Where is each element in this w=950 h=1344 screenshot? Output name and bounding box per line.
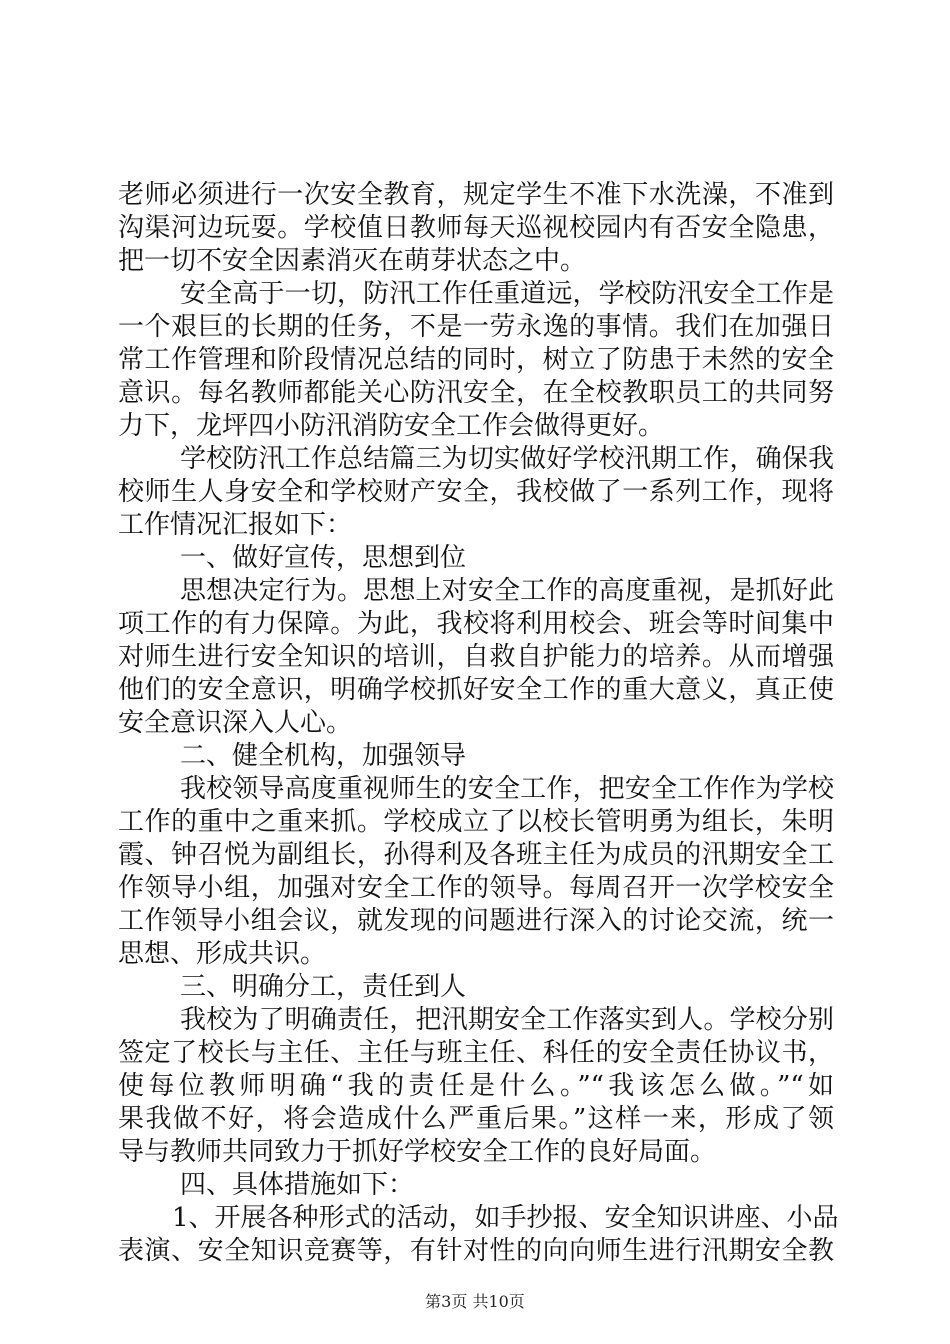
text-line: 沟渠河边玩耍。学校值日教师每天巡视校园内有否安全隐患， [118,213,834,243]
text-line: 果我做不好，将会造成什么严重后果。”这样一来，形成了领 [118,1104,834,1134]
text-line: 学校防汛工作总结篇三为切实做好学校汛期工作，确保我 [180,444,834,474]
text-line: 工作领导小组会议，就发现的问题进行深入的讨论交流，统一 [118,906,834,936]
text-line: 表演、安全知识竞赛等，有针对性的向向师生进行汛期安全教 [118,1236,834,1266]
section-heading: 一、做好宣传，思想到位 [180,543,467,573]
text-line: 使每位教师明确“我的责任是什么。”“我该怎么做。”“如 [118,1071,834,1101]
text-line: 工作情况汇报如下： [118,510,353,540]
text-line: 校师生人身安全和学校财产安全，我校做了一系列工作，现将 [118,477,834,507]
text-line: 我校领导高度重视师生的安全工作，把安全工作作为学校 [180,774,834,804]
text-line: 思想、形成共识。 [118,939,327,969]
text-line: 我校为了明确责任，把汛期安全工作落实到人。学校分别 [180,1005,834,1035]
text-line: 力下，龙坪四小防汛消防安全工作会做得更好。 [118,411,665,441]
text-line: 霞、钟召悦为副组长，孙得利及各班主任为成员的汛期安全工 [118,840,834,870]
text-line: 他们的安全意识，明确学校抓好安全工作的重大意义，真正使 [118,675,834,705]
text-line: 工作的重中之重来抓。学校成立了以校长管明勇为组长，朱明 [118,807,834,837]
text-line: 老师必须进行一次安全教育，规定学生不准下水洗澡，不准到 [118,180,834,210]
text-line: 把一切不安全因素消灭在萌芽状态之中。 [118,246,587,276]
page-number-footer: 第3页 共10页 [425,1292,525,1311]
text-line: 思想决定行为。思想上对安全工作的高度重视，是抓好此 [180,576,834,606]
text-line: 一个艰巨的长期的任务，不是一劳永逸的事情。我们在加强日 [118,312,834,342]
text-line: 项工作的有力保障。为此，我校将利用校会、班会等时间集中 [118,609,834,639]
text-line: 1、开展各种形式的活动，如手抄报、安全知识讲座、小品 [172,1203,839,1233]
text-line: 安全高于一切，防汛工作任重道远，学校防汛安全工作是 [180,279,834,309]
text-line: 作领导小组，加强对安全工作的领导。每周召开一次学校安全 [118,873,834,903]
text-line: 常工作管理和阶段情况总结的同时，树立了防患于未然的安全 [118,345,834,375]
text-line: 意识。每名教师都能关心防汛安全，在全校教职员工的共同努 [118,378,834,408]
section-heading: 四、具体措施如下： [180,1170,415,1200]
text-line: 对师生进行安全知识的培训，自救自护能力的培养。从而增强 [118,642,834,672]
section-heading: 三、明确分工，责任到人 [180,972,467,1002]
section-heading: 二、健全机构，加强领导 [180,741,467,771]
text-line: 安全意识深入人心。 [118,708,353,738]
text-line: 导与教师共同致力于抓好学校安全工作的良好局面。 [118,1137,717,1167]
text-line: 签定了校长与主任、主任与班主任、科任的安全责任协议书， [118,1038,834,1068]
